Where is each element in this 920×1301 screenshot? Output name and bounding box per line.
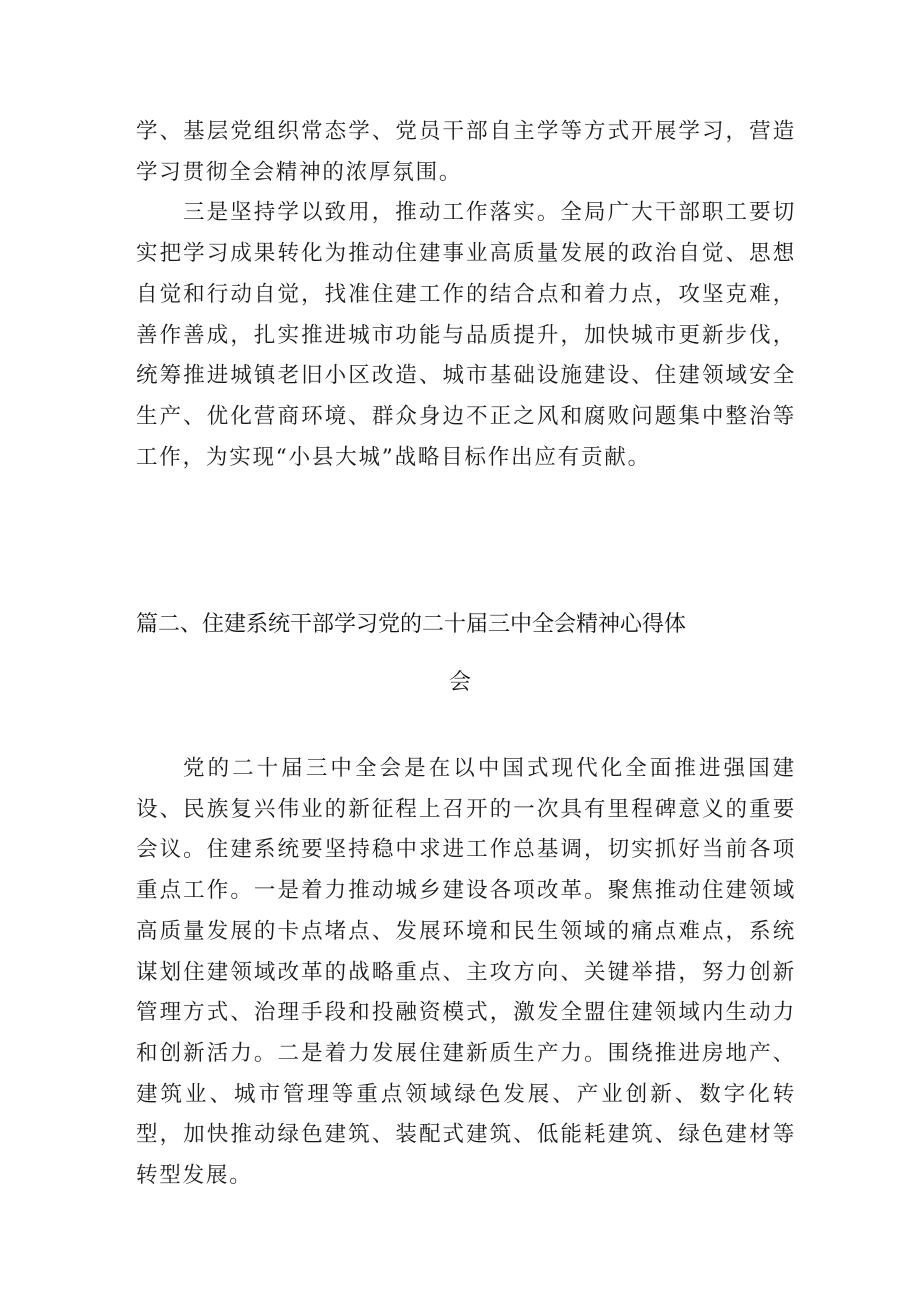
paragraph-continued: 学、基层党组织常态学、党员干部自主学等方式开展学习，营造学习贯彻全会精神的浓厚氛围。	[136, 119, 796, 185]
heading-line-1: 篇二、住建系统干部学习党的二十届三中全会精神心得体	[136, 612, 687, 637]
paragraph-intro: 党的二十届三中全会是在以中国式现代化全面推进强国建设、民族复兴伟业的新征程上召开的一次具有里程碑意义的重要会议。住建系统要坚持稳中求进工作总基调，切实抓好当前各项重点工作。一是着力推动城乡建设各项改革。聚焦推动住建领域高质量发展的卡点堵点、发展环境和民生领域的痛点难点，系统谋划住建领域改革的战略重点、主攻方向、关键举措，努力创新管理方式、治理手段和投融资模式，激发全盟住建领域内生动力和创新活力。二是着力发展住建新质生产力。围绕推进房地产、建筑业、城市管理等重点领域绿色发展、产业创新、数字化转型，加快推动绿色建筑、装配式建筑、低能耗建筑、绿色建材等转型发展。	[136, 756, 796, 1189]
paragraph-point-three: 三是坚持学以致用，推动工作落实。全局广大干部职工要切实把学习成果转化为推动住建事业高质量发展的政治自觉、思想自觉和行动自觉，找准住建工作的结合点和着力点，攻坚克难，善作善成，扎实推进城市功能与品质提升，加快城市更新步伐，统筹推进城镇老旧小区改造、城市基础设施建设、住建领域安全生产、优化营商环境、群众身边不正之风和腐败问题集中整治等工作，为实现“小县大城”战略目标作出应有贡献。	[136, 200, 796, 470]
section-article-two	[136, 749, 796, 1197]
heading-line-2: 会	[448, 670, 471, 695]
article-heading	[136, 596, 784, 712]
section-previous-article	[136, 112, 796, 478]
